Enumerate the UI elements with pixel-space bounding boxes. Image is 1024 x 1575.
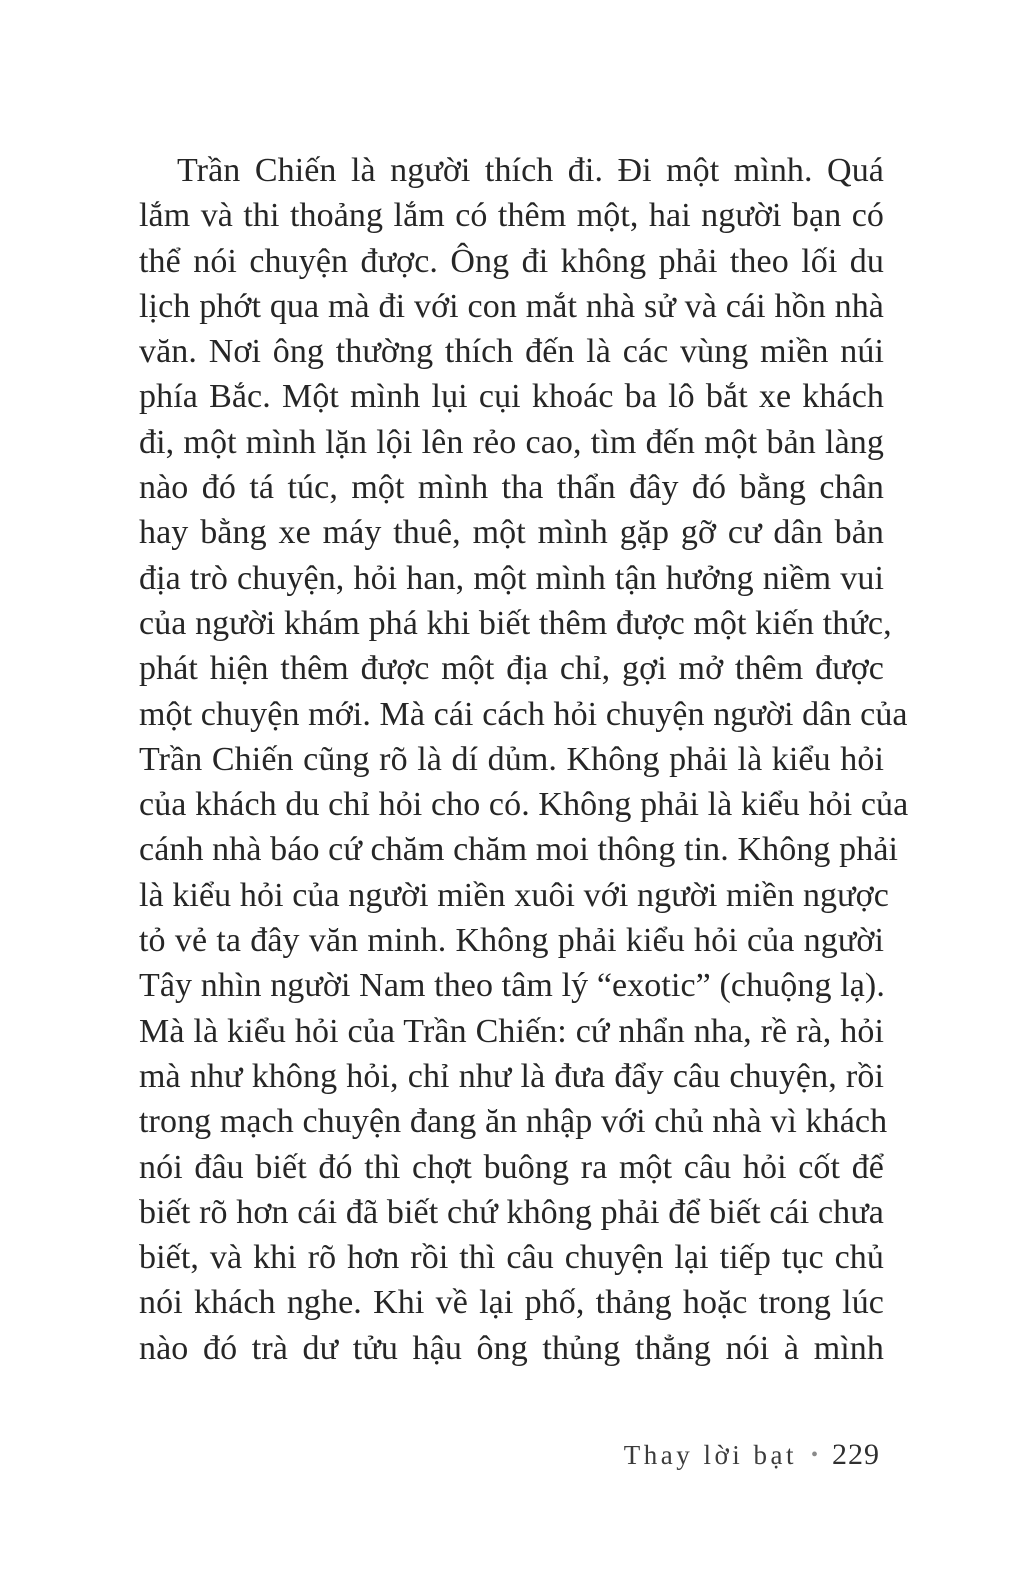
page-footer — [624, 1438, 880, 1472]
paragraph-line: phía Bắc. Một mình lụi cụi khoác ba lô bắt xe khách — [139, 378, 884, 416]
paragraph-line: biết rõ hơn cái đã biết chứ không phải để biết cái chưa — [139, 1193, 884, 1231]
paragraph-line: mà như không hỏi, chỉ như là đưa đẩy câu chuyện, rồi — [139, 1057, 884, 1095]
paragraph-line: hay bằng xe máy thuê, một mình gặp gỡ cư dân bản — [139, 514, 884, 552]
paragraph-line: thể nói chuyện được. Ông đi không phải theo lối du — [139, 242, 884, 280]
footer-separator-bullet: • — [810, 1444, 818, 1466]
body-text — [139, 148, 909, 1371]
paragraph-line: là kiểu hỏi của người miền xuôi với người miền ngược — [139, 876, 889, 914]
paragraph-line: của khách du chỉ hỏi cho có. Không phải là kiểu hỏi của — [139, 786, 909, 824]
paragraph-line: biết, và khi rõ hơn rồi thì câu chuyện lại tiếp tục chủ — [139, 1239, 884, 1277]
footer-page-number: 229 — [832, 1438, 880, 1471]
paragraph-line: lịch phớt qua mà đi với con mắt nhà sử và cái hồn nhà — [139, 287, 884, 325]
paragraph-line: văn. Nơi ông thường thích đến là các vùng miền núi — [139, 333, 884, 371]
paragraph-line: một chuyện mới. Mà cái cách hỏi chuyện người dân của — [139, 695, 908, 733]
paragraph-line: Trần Chiến là người thích đi. Đi một mình. Quá — [177, 152, 884, 189]
paragraph-line: cánh nhà báo cứ chăm chăm moi thông tin. Không phải — [139, 831, 899, 869]
paragraph-line: nói khách nghe. Khi về lại phố, thảng hoặc trong lúc — [139, 1284, 884, 1322]
paragraph-line: địa trò chuyện, hỏi han, một mình tận hưởng niềm vui — [139, 559, 884, 597]
paragraph-line: đi, một mình lặn lội lên rẻo cao, tìm đến một bản làng — [139, 423, 884, 461]
paragraph-line: nào đó tá túc, một mình tha thẩn đây đó bằng chân — [139, 469, 884, 507]
paragraph-line: phát hiện thêm được một địa chỉ, gợi mở thêm được — [139, 650, 884, 688]
paragraph-line: Trần Chiến cũng rõ là dí dủm. Không phải là kiểu hỏi — [139, 740, 884, 778]
paragraph-line: của người khám phá khi biết thêm được một kiến thức, — [139, 604, 892, 642]
paragraph-line: tỏ vẻ ta đây văn minh. Không phải kiểu hỏi của người — [139, 922, 884, 960]
footer-section-title: Thay lời bạt — [623, 1440, 797, 1470]
paragraph-line: nào đó trà dư tửu hậu ông thủng thẳng nói à mình — [139, 1329, 884, 1367]
paragraph-line: lắm và thi thoảng lắm có thêm một, hai người bạn có — [139, 197, 884, 235]
paragraph-line: nói đâu biết đó thì chợt buông ra một câu hỏi cốt để — [139, 1148, 884, 1186]
paragraph-line: trong mạch chuyện đang ăn nhập với chủ nhà vì khách — [139, 1103, 888, 1141]
paragraph-line: Tây nhìn người Nam theo tâm lý “exotic” (chuộng lạ). — [139, 967, 885, 1005]
paragraph-line: Mà là kiểu hỏi của Trần Chiến: cứ nhẩn nha, rề rà, hỏi — [139, 1012, 884, 1050]
